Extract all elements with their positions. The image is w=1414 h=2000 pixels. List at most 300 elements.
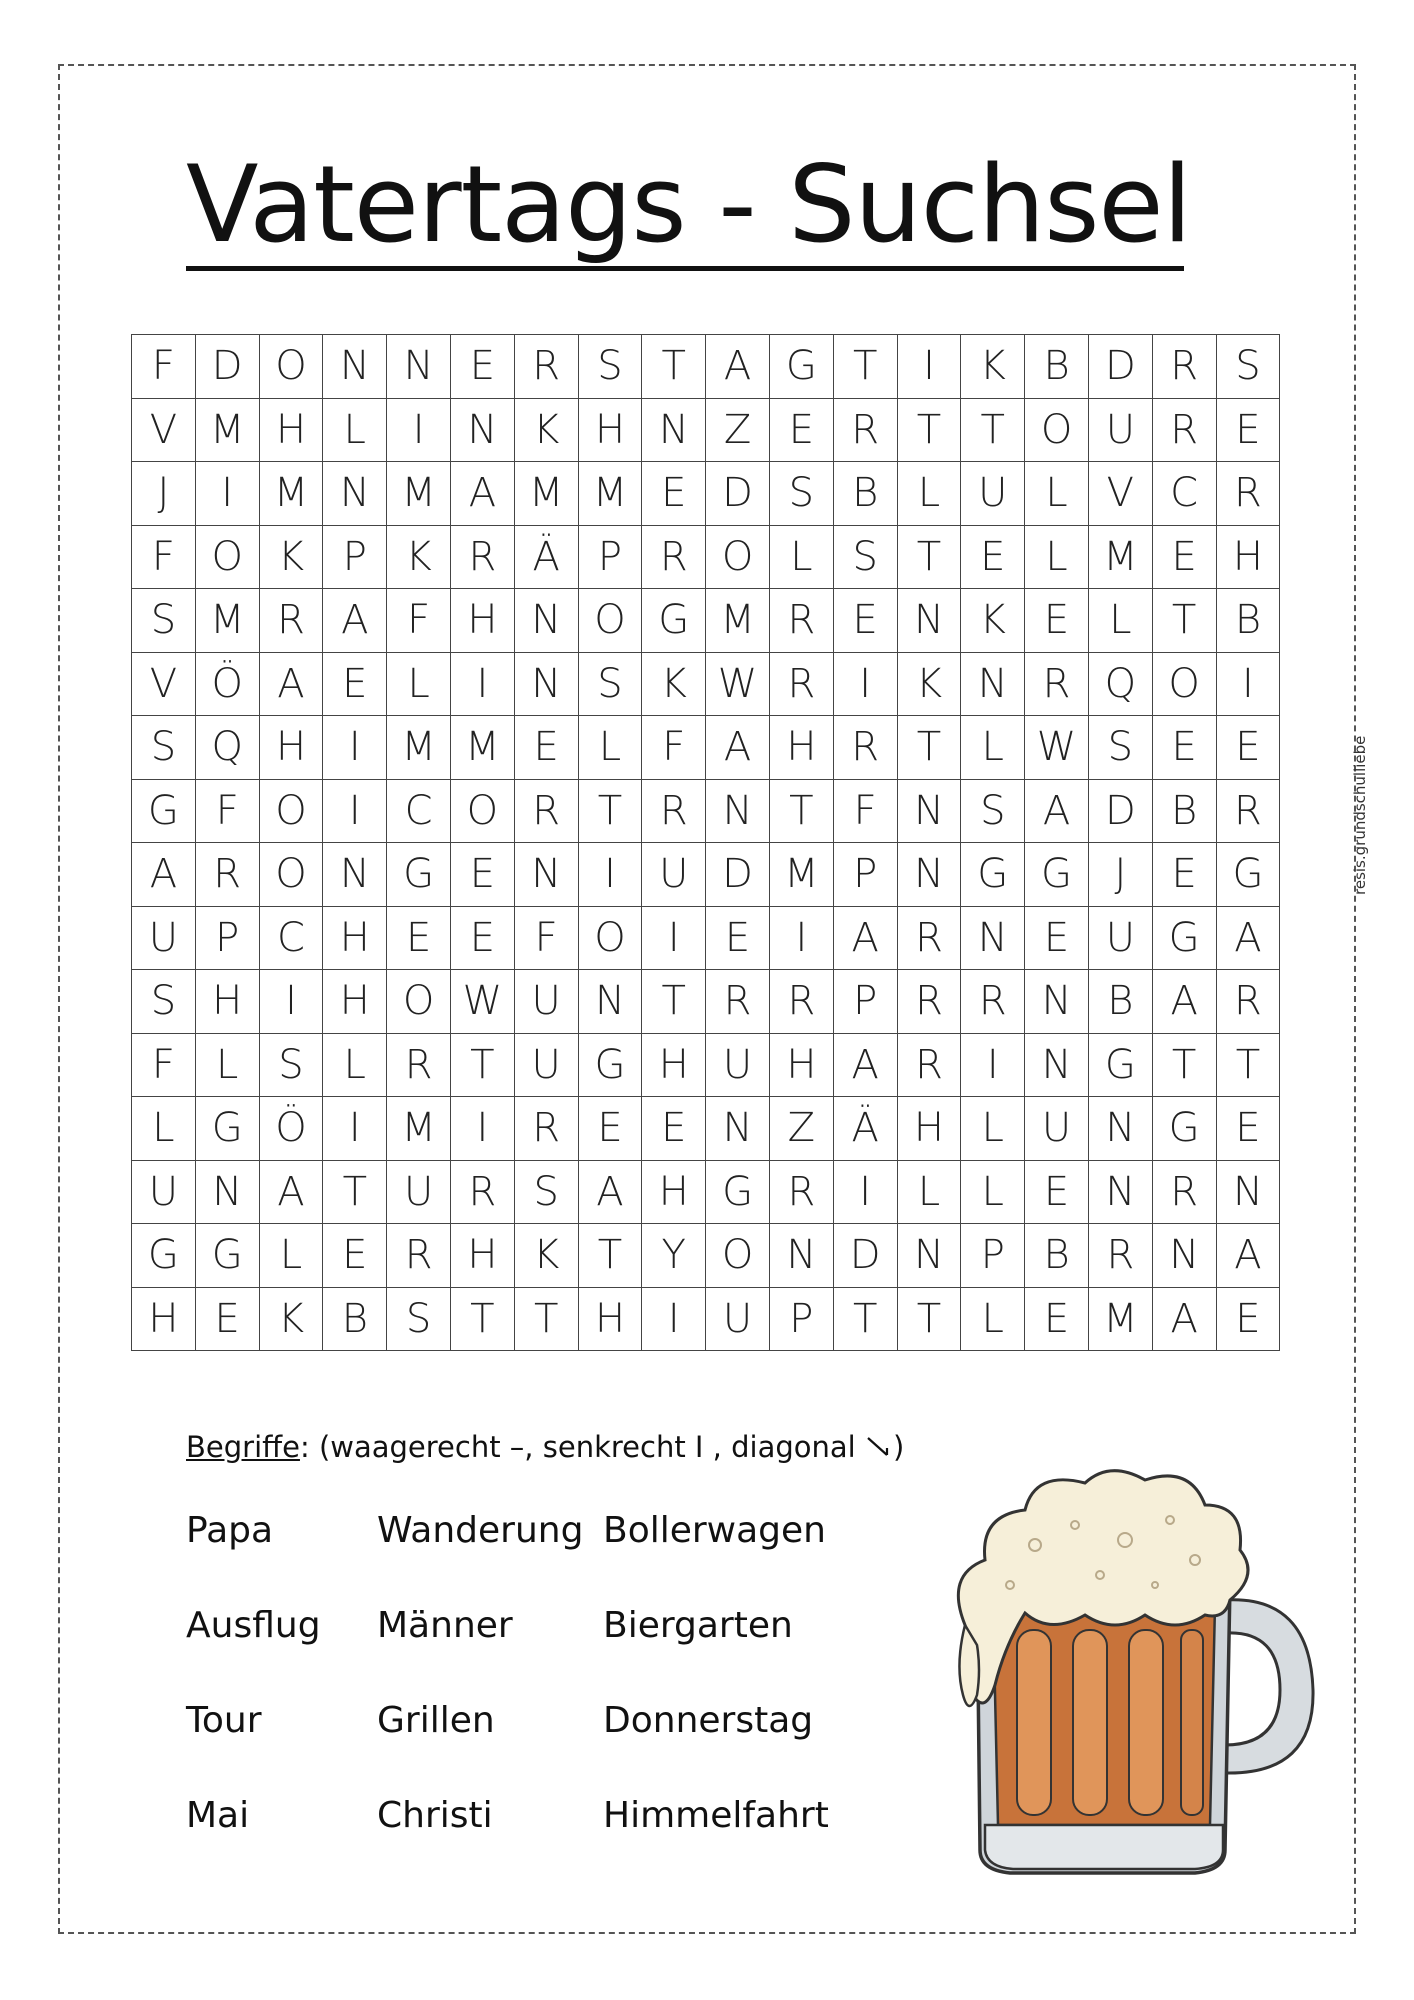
grid-cell[interactable]: N xyxy=(961,906,1025,970)
grid-cell[interactable]: I xyxy=(323,716,387,780)
grid-cell[interactable]: B xyxy=(1025,335,1089,399)
grid-cell[interactable]: I xyxy=(833,652,897,716)
grid-cell[interactable]: N xyxy=(323,335,387,399)
grid-cell[interactable]: S xyxy=(387,1287,451,1351)
grid-row xyxy=(132,716,1280,780)
grid-cell[interactable]: H xyxy=(323,970,387,1034)
grid-cell[interactable]: A xyxy=(1025,779,1089,843)
grid-row xyxy=(132,462,1280,526)
grid-cell[interactable]: L xyxy=(323,398,387,462)
grid-cell[interactable]: N xyxy=(642,398,706,462)
grid-cell[interactable]: N xyxy=(769,1224,833,1288)
grid-cell[interactable]: M xyxy=(706,589,770,653)
grid-cell[interactable]: L xyxy=(132,1097,196,1161)
grid-row xyxy=(132,335,1280,399)
grid-cell[interactable]: U xyxy=(514,970,578,1034)
grid-cell[interactable]: G xyxy=(578,1033,642,1097)
grid-cell[interactable]: N xyxy=(706,1097,770,1161)
grid-cell[interactable]: R xyxy=(706,970,770,1034)
grid-cell[interactable]: B xyxy=(1025,1224,1089,1288)
grid-cell[interactable]: E xyxy=(450,843,514,907)
grid-cell[interactable]: J xyxy=(1088,843,1152,907)
grid-cell[interactable]: H xyxy=(450,589,514,653)
grid-cell[interactable]: I xyxy=(578,843,642,907)
grid-cell[interactable]: B xyxy=(1088,970,1152,1034)
grid-cell[interactable]: E xyxy=(1025,589,1089,653)
grid-cell[interactable]: E xyxy=(450,906,514,970)
grid-cell[interactable]: A xyxy=(132,843,196,907)
grid-cell[interactable]: S xyxy=(132,716,196,780)
grid-cell[interactable]: M xyxy=(259,462,323,526)
grid-cell[interactable]: B xyxy=(1216,589,1280,653)
grid-cell[interactable]: H xyxy=(132,1287,196,1351)
grid-cell[interactable]: Ä xyxy=(833,1097,897,1161)
grid-cell[interactable]: G xyxy=(769,335,833,399)
grid-row xyxy=(132,779,1280,843)
grid-cell[interactable]: N xyxy=(706,779,770,843)
grid-cell[interactable]: L xyxy=(387,652,451,716)
grid-cell[interactable]: V xyxy=(1088,462,1152,526)
grid-cell[interactable]: B xyxy=(833,462,897,526)
grid-cell[interactable]: I xyxy=(323,779,387,843)
grid-cell[interactable]: O xyxy=(387,970,451,1034)
grid-cell[interactable]: D xyxy=(1088,335,1152,399)
grid-cell[interactable]: S xyxy=(578,652,642,716)
grid-cell[interactable]: G xyxy=(961,843,1025,907)
grid-cell[interactable]: H xyxy=(450,1224,514,1288)
grid-cell[interactable]: K xyxy=(642,652,706,716)
grid-cell[interactable]: E xyxy=(706,906,770,970)
grid-cell[interactable]: H xyxy=(642,1033,706,1097)
grid-cell[interactable]: M xyxy=(1088,1287,1152,1351)
grid-cell[interactable]: E xyxy=(1216,1097,1280,1161)
grid-cell[interactable]: R xyxy=(833,716,897,780)
grid-cell[interactable]: A xyxy=(1216,1224,1280,1288)
grid-cell[interactable]: E xyxy=(450,335,514,399)
grid-cell[interactable]: A xyxy=(1152,970,1216,1034)
grid-cell[interactable]: A xyxy=(706,335,770,399)
grid-cell[interactable]: L xyxy=(897,1160,961,1224)
grid-cell[interactable]: D xyxy=(706,843,770,907)
grid-cell[interactable]: R xyxy=(450,525,514,589)
grid-cell[interactable]: S xyxy=(769,462,833,526)
grid-cell[interactable]: W xyxy=(1025,716,1089,780)
grid-cell[interactable]: M xyxy=(514,462,578,526)
grid-cell[interactable]: M xyxy=(195,398,259,462)
grid-cell[interactable]: T xyxy=(1216,1033,1280,1097)
grid-cell[interactable]: D xyxy=(195,335,259,399)
grid-cell[interactable]: E xyxy=(642,462,706,526)
grid-cell[interactable]: O xyxy=(195,525,259,589)
grid-cell[interactable]: O xyxy=(706,525,770,589)
grid-cell[interactable]: K xyxy=(514,1224,578,1288)
grid-row xyxy=(132,970,1280,1034)
grid-cell[interactable]: E xyxy=(1025,1287,1089,1351)
grid-cell[interactable]: W xyxy=(706,652,770,716)
grid-cell[interactable]: G xyxy=(1152,1097,1216,1161)
grid-cell[interactable]: T xyxy=(833,335,897,399)
grid-cell[interactable]: T xyxy=(769,779,833,843)
grid-cell[interactable]: V xyxy=(132,398,196,462)
grid-cell[interactable]: L xyxy=(961,1160,1025,1224)
word-donnerstag: Donnerstag xyxy=(603,1700,814,1741)
grid-cell[interactable]: N xyxy=(514,589,578,653)
grid-cell[interactable]: P xyxy=(195,906,259,970)
grid-cell[interactable]: G xyxy=(1216,843,1280,907)
grid-cell[interactable]: T xyxy=(1152,589,1216,653)
grid-cell[interactable]: F xyxy=(132,1033,196,1097)
grid-cell[interactable]: E xyxy=(1025,906,1089,970)
grid-cell[interactable]: A xyxy=(323,589,387,653)
grid-cell[interactable]: T xyxy=(642,970,706,1034)
grid-cell[interactable]: T xyxy=(323,1160,387,1224)
grid-cell[interactable]: R xyxy=(259,589,323,653)
grid-cell[interactable]: R xyxy=(961,970,1025,1034)
grid-cell[interactable]: S xyxy=(1088,716,1152,780)
grid-cell[interactable]: S xyxy=(514,1160,578,1224)
grid-cell[interactable]: P xyxy=(833,970,897,1034)
grid-cell[interactable]: H xyxy=(195,970,259,1034)
grid-cell[interactable]: B xyxy=(323,1287,387,1351)
grid-cell[interactable]: A xyxy=(1152,1287,1216,1351)
grid-cell[interactable]: N xyxy=(195,1160,259,1224)
grid-cell[interactable]: P xyxy=(769,1287,833,1351)
grid-cell[interactable]: M xyxy=(387,462,451,526)
grid-cell[interactable]: R xyxy=(769,652,833,716)
grid-cell[interactable]: L xyxy=(961,1287,1025,1351)
grid-cell[interactable]: G xyxy=(132,779,196,843)
grid-cell[interactable]: U xyxy=(1088,398,1152,462)
grid-cell[interactable]: M xyxy=(578,462,642,526)
grid-cell[interactable]: O xyxy=(578,589,642,653)
grid-cell[interactable]: T xyxy=(897,1287,961,1351)
grid-cell[interactable]: Z xyxy=(769,1097,833,1161)
grid-cell[interactable]: U xyxy=(706,1033,770,1097)
grid-cell[interactable]: F xyxy=(833,779,897,843)
grid-cell[interactable]: U xyxy=(132,1160,196,1224)
grid-cell[interactable]: I xyxy=(323,1097,387,1161)
grid-cell[interactable]: T xyxy=(514,1287,578,1351)
title-underline xyxy=(186,266,1184,271)
grid-cell[interactable]: M xyxy=(769,843,833,907)
grid-cell[interactable]: J xyxy=(132,462,196,526)
grid-cell[interactable]: Ö xyxy=(195,652,259,716)
grid-cell[interactable]: E xyxy=(961,525,1025,589)
grid-cell[interactable]: P xyxy=(833,843,897,907)
grid-cell[interactable]: N xyxy=(387,335,451,399)
grid-row xyxy=(132,1224,1280,1288)
grid-cell[interactable]: Ö xyxy=(259,1097,323,1161)
grid-cell[interactable]: I xyxy=(195,462,259,526)
grid-cell[interactable]: E xyxy=(1025,1160,1089,1224)
grid-cell[interactable]: I xyxy=(450,1097,514,1161)
grid-cell[interactable]: S xyxy=(259,1033,323,1097)
grid-cell[interactable]: S xyxy=(833,525,897,589)
grid-cell[interactable]: M xyxy=(195,589,259,653)
grid-cell[interactable]: K xyxy=(961,589,1025,653)
grid-cell[interactable]: P xyxy=(323,525,387,589)
grid-cell[interactable]: N xyxy=(1088,1160,1152,1224)
grid-cell[interactable]: Q xyxy=(1088,652,1152,716)
grid-cell[interactable]: E xyxy=(323,652,387,716)
grid-row xyxy=(132,1097,1280,1161)
grid-cell[interactable]: F xyxy=(642,716,706,780)
grid-cell[interactable]: T xyxy=(897,398,961,462)
grid-cell[interactable]: N xyxy=(1216,1160,1280,1224)
grid-cell[interactable]: N xyxy=(578,970,642,1034)
grid-cell[interactable]: U xyxy=(706,1287,770,1351)
grid-cell[interactable]: H xyxy=(578,1287,642,1351)
grid-cell[interactable]: U xyxy=(642,843,706,907)
grid-cell[interactable]: E xyxy=(195,1287,259,1351)
grid-cell[interactable]: D xyxy=(1088,779,1152,843)
grid-cell[interactable]: N xyxy=(1025,970,1089,1034)
grid-cell[interactable]: H xyxy=(1216,525,1280,589)
grid-cell[interactable]: R xyxy=(387,1033,451,1097)
grid-cell[interactable]: K xyxy=(897,652,961,716)
grid-cell[interactable]: M xyxy=(1088,525,1152,589)
grid-cell[interactable]: N xyxy=(897,779,961,843)
grid-cell[interactable]: G xyxy=(132,1224,196,1288)
grid-cell[interactable]: K xyxy=(961,335,1025,399)
grid-cell[interactable]: N xyxy=(514,843,578,907)
grid-cell[interactable]: A xyxy=(833,1033,897,1097)
grid-cell[interactable]: P xyxy=(961,1224,1025,1288)
grid-cell[interactable]: N xyxy=(1152,1224,1216,1288)
grid-cell[interactable]: T xyxy=(897,716,961,780)
grid-cell[interactable]: H xyxy=(769,716,833,780)
grid-cell[interactable]: G xyxy=(195,1097,259,1161)
grid-cell[interactable]: T xyxy=(961,398,1025,462)
grid-cell[interactable]: O xyxy=(1152,652,1216,716)
grid-cell[interactable]: O xyxy=(706,1224,770,1288)
grid-cell[interactable]: T xyxy=(578,779,642,843)
grid-cell[interactable]: R xyxy=(514,779,578,843)
grid-cell[interactable]: N xyxy=(450,398,514,462)
grid-cell[interactable]: L xyxy=(897,462,961,526)
grid-cell[interactable]: B xyxy=(1152,779,1216,843)
word-himmelfahrt: Himmelfahrt xyxy=(603,1795,829,1836)
grid-cell[interactable]: L xyxy=(961,716,1025,780)
grid-cell[interactable]: E xyxy=(387,906,451,970)
grid-cell[interactable]: G xyxy=(195,1224,259,1288)
grid-cell[interactable]: I xyxy=(387,398,451,462)
grid-cell[interactable]: R xyxy=(1216,970,1280,1034)
grid-cell[interactable]: S xyxy=(578,335,642,399)
grid-cell[interactable]: K xyxy=(259,525,323,589)
grid-cell[interactable]: I xyxy=(642,906,706,970)
grid-cell[interactable]: L xyxy=(1088,589,1152,653)
grid-cell[interactable]: L xyxy=(259,1224,323,1288)
grid-cell[interactable]: S xyxy=(132,970,196,1034)
grid-cell[interactable]: G xyxy=(642,589,706,653)
grid-cell[interactable]: E xyxy=(1216,716,1280,780)
grid-cell[interactable]: R xyxy=(1088,1224,1152,1288)
grid-cell[interactable]: E xyxy=(578,1097,642,1161)
grid-cell[interactable]: H xyxy=(897,1097,961,1161)
grid-cell[interactable]: N xyxy=(323,843,387,907)
grid-cell[interactable]: U xyxy=(1025,1097,1089,1161)
grid-cell[interactable]: R xyxy=(642,525,706,589)
grid-cell[interactable]: E xyxy=(1216,398,1280,462)
grid-cell[interactable]: I xyxy=(897,335,961,399)
grid-cell[interactable]: R xyxy=(833,398,897,462)
grid-cell[interactable]: H xyxy=(769,1033,833,1097)
grid-cell[interactable]: R xyxy=(642,779,706,843)
grid-cell[interactable]: N xyxy=(961,652,1025,716)
grid-cell[interactable]: L xyxy=(195,1033,259,1097)
grid-cell[interactable]: O xyxy=(578,906,642,970)
grid-cell[interactable]: T xyxy=(833,1287,897,1351)
grid-cell[interactable]: I xyxy=(259,970,323,1034)
grid-cell[interactable]: S xyxy=(132,589,196,653)
grid-cell[interactable]: K xyxy=(259,1287,323,1351)
grid-cell[interactable]: R xyxy=(195,843,259,907)
grid-cell[interactable]: H xyxy=(578,398,642,462)
grid-cell[interactable]: O xyxy=(450,779,514,843)
grid-cell[interactable]: L xyxy=(1025,462,1089,526)
grid-cell[interactable]: N xyxy=(1025,1033,1089,1097)
grid-cell[interactable]: R xyxy=(897,1033,961,1097)
grid-cell[interactable]: T xyxy=(450,1287,514,1351)
grid-cell[interactable]: A xyxy=(833,906,897,970)
grid-cell[interactable]: M xyxy=(450,716,514,780)
grid-cell[interactable]: U xyxy=(961,462,1025,526)
grid-cell[interactable]: N xyxy=(897,843,961,907)
grid-cell[interactable]: G xyxy=(1025,843,1089,907)
grid-cell[interactable]: N xyxy=(323,462,387,526)
grid-cell[interactable]: U xyxy=(1088,906,1152,970)
grid-cell[interactable]: C xyxy=(1152,462,1216,526)
grid-cell[interactable]: O xyxy=(259,335,323,399)
grid-cell[interactable]: U xyxy=(514,1033,578,1097)
grid-cell[interactable]: T xyxy=(450,1033,514,1097)
grid-cell[interactable]: G xyxy=(1088,1033,1152,1097)
grid-cell[interactable]: C xyxy=(387,779,451,843)
grid-cell[interactable]: T xyxy=(578,1224,642,1288)
grid-cell[interactable]: R xyxy=(1216,779,1280,843)
grid-cell[interactable]: F xyxy=(132,335,196,399)
grid-cell[interactable]: T xyxy=(642,335,706,399)
grid-cell[interactable]: O xyxy=(259,843,323,907)
grid-cell[interactable]: R xyxy=(1152,1160,1216,1224)
grid-cell[interactable]: C xyxy=(259,906,323,970)
grid-cell[interactable]: N xyxy=(897,589,961,653)
grid-cell[interactable]: H xyxy=(259,716,323,780)
grid-cell[interactable]: A xyxy=(1216,906,1280,970)
grid-cell[interactable]: E xyxy=(1152,716,1216,780)
grid-cell[interactable]: F xyxy=(132,525,196,589)
grid-cell[interactable]: N xyxy=(897,1224,961,1288)
grid-cell[interactable]: R xyxy=(387,1224,451,1288)
grid-cell[interactable]: R xyxy=(769,1160,833,1224)
grid-cell[interactable]: H xyxy=(259,398,323,462)
grid-cell[interactable]: E xyxy=(514,716,578,780)
grid-cell[interactable]: E xyxy=(323,1224,387,1288)
grid-cell[interactable]: Z xyxy=(706,398,770,462)
grid-cell[interactable]: R xyxy=(897,970,961,1034)
grid-cell[interactable]: N xyxy=(514,652,578,716)
grid-cell[interactable]: E xyxy=(1152,525,1216,589)
grid-cell[interactable]: G xyxy=(706,1160,770,1224)
grid-cell[interactable]: I xyxy=(769,906,833,970)
word-grillen: Grillen xyxy=(377,1700,495,1741)
grid-cell[interactable]: R xyxy=(450,1160,514,1224)
grid-cell[interactable]: U xyxy=(387,1160,451,1224)
grid-cell[interactable]: D xyxy=(833,1224,897,1288)
grid-cell[interactable]: I xyxy=(1216,652,1280,716)
grid-cell[interactable]: H xyxy=(323,906,387,970)
grid-cell[interactable]: R xyxy=(1216,462,1280,526)
grid-cell[interactable]: Q xyxy=(195,716,259,780)
grid-cell[interactable]: T xyxy=(897,525,961,589)
grid-cell[interactable]: M xyxy=(387,1097,451,1161)
grid-cell[interactable]: H xyxy=(642,1160,706,1224)
grid-cell[interactable]: A xyxy=(578,1160,642,1224)
grid-cell[interactable]: L xyxy=(769,525,833,589)
grid-cell[interactable]: R xyxy=(769,589,833,653)
grid-cell[interactable]: E xyxy=(833,589,897,653)
grid-cell[interactable]: K xyxy=(387,525,451,589)
grid-cell[interactable]: F xyxy=(387,589,451,653)
grid-cell[interactable]: G xyxy=(387,843,451,907)
grid-cell[interactable]: V xyxy=(132,652,196,716)
grid-cell[interactable]: A xyxy=(450,462,514,526)
grid-cell[interactable]: L xyxy=(323,1033,387,1097)
grid-cell[interactable]: S xyxy=(961,779,1025,843)
grid-cell[interactable]: O xyxy=(259,779,323,843)
grid-cell[interactable]: R xyxy=(1025,652,1089,716)
grid-cell[interactable]: Y xyxy=(642,1224,706,1288)
grid-cell[interactable]: E xyxy=(769,398,833,462)
grid-cell[interactable]: U xyxy=(132,906,196,970)
grid-cell[interactable]: L xyxy=(578,716,642,780)
grid-cell[interactable]: R xyxy=(769,970,833,1034)
grid-cell[interactable]: I xyxy=(833,1160,897,1224)
grid-cell[interactable]: L xyxy=(961,1097,1025,1161)
grid-cell[interactable]: F xyxy=(514,906,578,970)
grid-cell[interactable]: M xyxy=(387,716,451,780)
grid-cell[interactable]: N xyxy=(1088,1097,1152,1161)
grid-cell[interactable]: F xyxy=(195,779,259,843)
grid-cell[interactable]: K xyxy=(514,398,578,462)
grid-cell[interactable]: T xyxy=(1152,1033,1216,1097)
grid-cell[interactable]: O xyxy=(1025,398,1089,462)
grid-cell[interactable]: L xyxy=(1025,525,1089,589)
grid-cell[interactable]: A xyxy=(259,1160,323,1224)
grid-cell[interactable]: S xyxy=(1216,335,1280,399)
grid-cell[interactable]: Ä xyxy=(514,525,578,589)
grid-cell[interactable]: E xyxy=(642,1097,706,1161)
grid-cell[interactable]: A xyxy=(259,652,323,716)
grid-cell[interactable]: P xyxy=(578,525,642,589)
beer-mug-illustration xyxy=(925,1455,1325,1885)
grid-cell[interactable]: R xyxy=(1152,335,1216,399)
grid-cell[interactable]: G xyxy=(1152,906,1216,970)
grid-cell[interactable]: E xyxy=(1152,843,1216,907)
grid-cell[interactable]: R xyxy=(514,335,578,399)
grid-cell[interactable]: I xyxy=(961,1033,1025,1097)
grid-cell[interactable]: R xyxy=(514,1097,578,1161)
grid-cell[interactable]: D xyxy=(706,462,770,526)
grid-cell[interactable]: R xyxy=(897,906,961,970)
grid-cell[interactable]: R xyxy=(1152,398,1216,462)
grid-cell[interactable]: W xyxy=(450,970,514,1034)
grid-cell[interactable]: I xyxy=(450,652,514,716)
grid-cell[interactable]: E xyxy=(1216,1287,1280,1351)
grid-cell[interactable]: I xyxy=(642,1287,706,1351)
grid-cell[interactable]: A xyxy=(706,716,770,780)
